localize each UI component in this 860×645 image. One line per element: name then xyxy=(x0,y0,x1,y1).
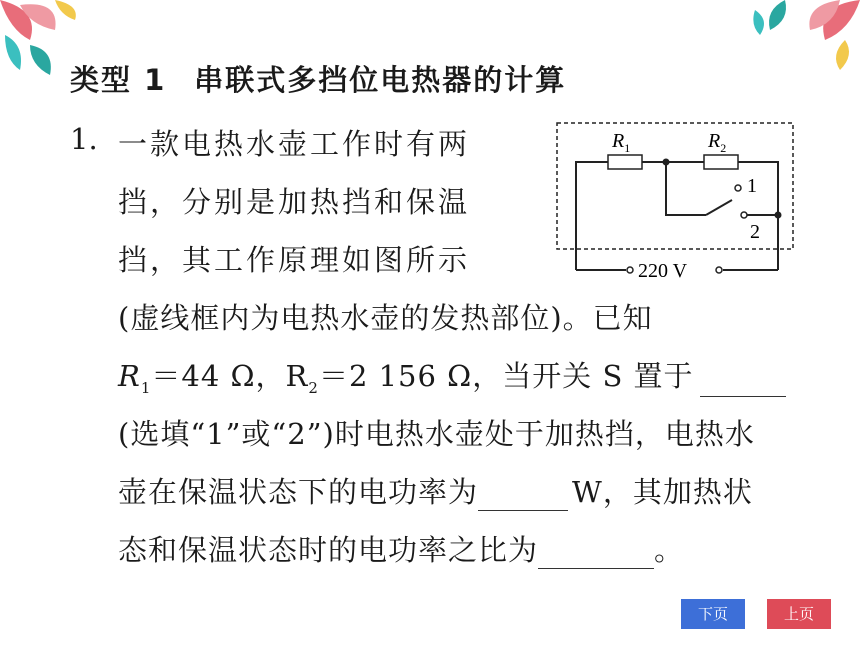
r1-sub: 1 xyxy=(140,378,152,397)
junction-right xyxy=(775,212,782,219)
problem-line-4: (虚线框内为电热水壶的发热部位)。已知 xyxy=(118,301,653,335)
resistor-r2 xyxy=(704,155,738,169)
answer-blank-2[interactable] xyxy=(478,482,568,511)
switch-question: ＝2 156 Ω，当开关 S 置于 xyxy=(318,359,694,393)
problem-line-5 xyxy=(118,354,786,397)
problem-line-8 xyxy=(118,528,684,569)
prev-page-button[interactable]: 上页 xyxy=(767,599,831,629)
switch-branch-wire xyxy=(666,162,706,215)
label-contact-1: 1 xyxy=(747,175,757,197)
contact-1 xyxy=(735,185,741,191)
terminal-right xyxy=(716,267,722,273)
problem-line-2: 挡，分别是加热挡和保温 xyxy=(118,185,471,219)
answer-blank-1[interactable] xyxy=(700,368,786,397)
circuit-wire-main xyxy=(576,162,608,270)
heading-type-label: 类型 1 xyxy=(70,63,167,97)
problem-line-6: (选填“1”或“2”)时电热水壶处于加热挡，电热水 xyxy=(118,417,755,451)
label-r2: $R_2$ xyxy=(708,130,727,155)
label-contact-2: 2 xyxy=(750,221,760,243)
switch-blade xyxy=(706,200,732,215)
heading-title: 串联式多挡位电热器的计算 xyxy=(194,63,567,97)
terminal-left xyxy=(627,267,633,273)
power-question: 壶在保温状态下的电功率为 xyxy=(118,475,479,509)
sentence-end: 。 xyxy=(654,533,685,567)
label-r1: $R_1$ xyxy=(612,130,631,155)
label-voltage: 220 V xyxy=(638,260,688,282)
contact-2 xyxy=(741,212,747,218)
next-page-button[interactable]: 下页 xyxy=(681,599,745,629)
problem-number: 1. xyxy=(70,122,98,156)
power-unit: W，其加热状 xyxy=(572,475,753,509)
leaf-decoration-right xyxy=(745,0,860,80)
problem-line-1: 一款电热水壶工作时有两 xyxy=(118,127,471,161)
circuit-diagram xyxy=(556,122,796,284)
resistor-r1 xyxy=(608,155,642,169)
ratio-question: 态和保温状态时的电功率之比为 xyxy=(118,533,539,567)
r2-sub: 2 xyxy=(308,378,319,397)
r1-symbol: R xyxy=(118,359,141,393)
section-heading xyxy=(70,58,566,99)
answer-blank-3[interactable] xyxy=(538,540,654,569)
problem-line-3: 挡，其工作原理如图所示 xyxy=(118,243,471,277)
problem-line-7 xyxy=(118,470,753,511)
r-values: ＝44 Ω，R xyxy=(151,359,309,393)
